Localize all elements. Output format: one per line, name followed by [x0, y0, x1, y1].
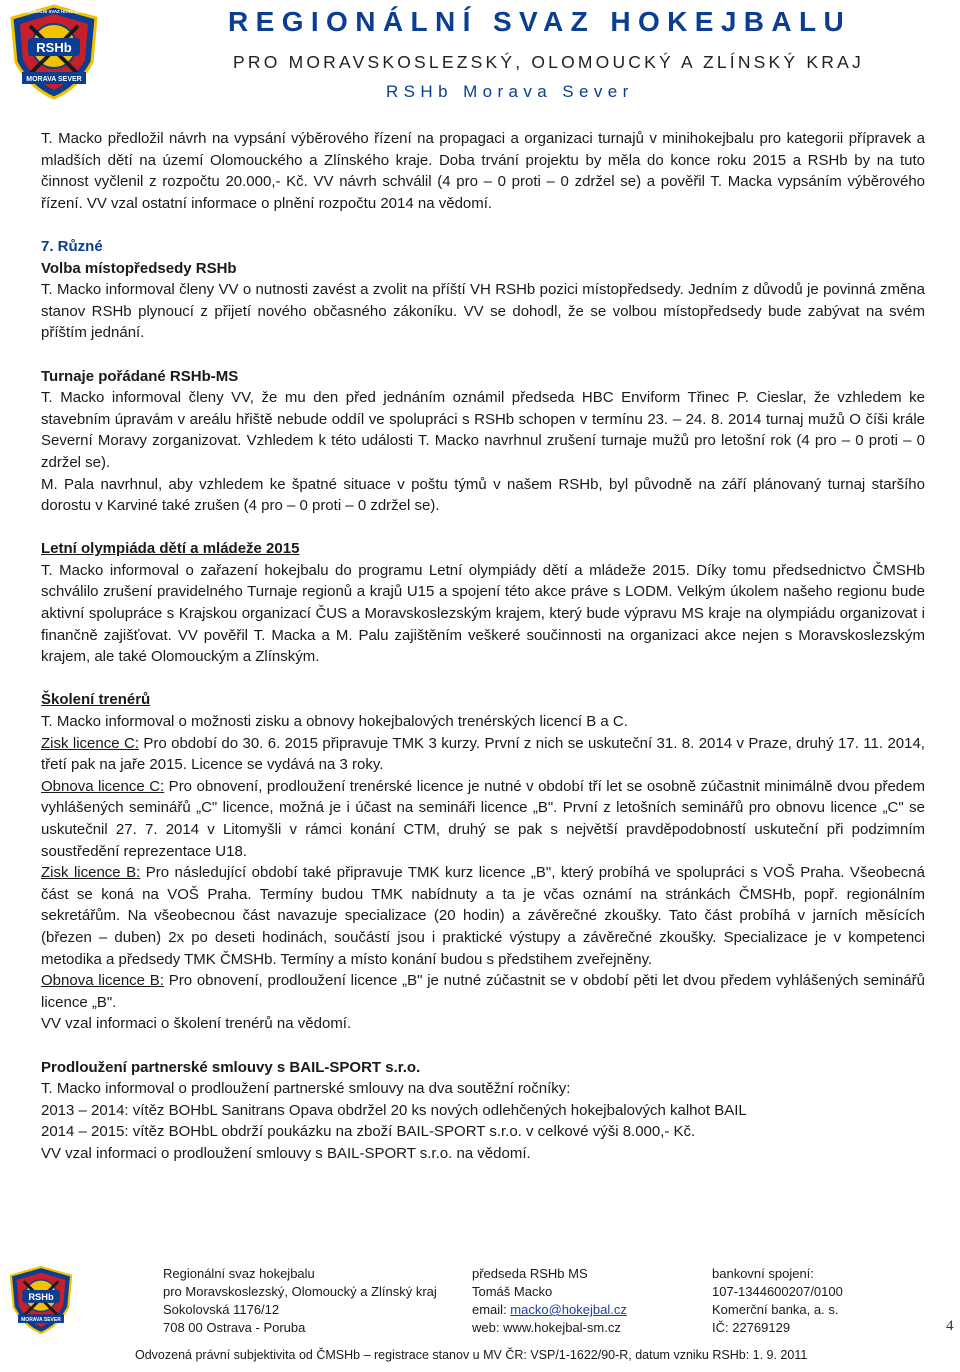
footer-contact	[472, 1265, 627, 1337]
footer-address-line: 708 00 Ostrava - Poruba	[163, 1320, 306, 1335]
logo-ribbon-text: MORAVA SEVER	[26, 76, 82, 83]
footer-logo-ribbon-text: MORAVA SEVER	[21, 1316, 61, 1323]
footer-bank	[712, 1265, 843, 1337]
paragraph-obnova-c	[41, 776, 925, 862]
footer-legal-note: Odvozená právní subjektivita od ČMSHb – registrace stanov u MV ČR: VSP/1-1622/90-R, datum vzniku RSHb: 1. 9. 2011	[135, 1348, 808, 1362]
paragraph-obnova-b	[41, 970, 925, 1013]
footer-contact-name: Tomáš Macko	[472, 1284, 553, 1299]
subheading-volba: Volba místopředsedy RSHb	[41, 259, 237, 277]
intro-paragraph: T. Macko předložil návrh na vypsání výběrového řízení na propagaci a organizaci turnajů v minihokejbalu pro kategorii přípravek a mladších dětí na území Olomouckého a Zlínského kraje. Doba trvání projektu by měla do konce roku 2015 a RSHb by na tuto činnost vyčlenil z rozpočtu 20.000,- Kč. VV návrh schválil (4 pro – 0 proti – 0 zdržel se) a pověřil T. Macka vypsáním výběrového řízení. VV vzal ostatní informace o plnění rozpočtu 2014 na vědomí.	[41, 130, 925, 212]
header-title: REGIONÁLNÍ SVAZ HOKEJBALU	[228, 6, 852, 37]
label-zisk-b: Zisk licence B:	[41, 864, 141, 882]
footer-address-line: Sokolovská 1176/12	[163, 1302, 280, 1317]
subheading-smlouva: Prodloužení partnerské smlouvy s BAIL-SPORT s.r.o.	[41, 1058, 421, 1076]
footer-contact-web: web: www.hokejbal-sm.cz	[472, 1320, 621, 1335]
logo-center-text: RSHb	[36, 40, 72, 55]
header-subtitle: PRO MORAVSKOSLEZSKÝ, OLOMOUCKÝ A ZLÍNSKÝ KRAJ	[233, 52, 864, 72]
footer-email-link[interactable]: macko@hokejbal.cz	[510, 1302, 627, 1317]
paragraph-olympiada: T. Macko informoval o zařazení hokejbalu do programu Letní olympiády dětí a mládeže 2015. Díky tomu předsednictvo ČMSHb schválilo zrušení pravidelného Turnaje regionů a krajů U15 a spojení této akce práve s LODM. Velkým úkolem našeho regionu bude aktivní spolupráce s Krajskou organizací ČUS a Moravskoslezským krajem, který bude výpravu MS kraje na olympiádu organizovat i finančně zajišťovat. VV pověřil T. Macka a M. Palu zajištěním veškeré součinnosti na organizaci akce nejen s Moravskoslezským krajem, ale také Olomouckým a Zlínským.	[41, 561, 925, 666]
footer-email-label: email:	[472, 1302, 511, 1317]
footer-address-line: pro Moravskoslezský, Olomoucký a Zlínský kraj	[163, 1284, 437, 1299]
paragraph-turnaje-2: M. Pala navrhnul, aby vzhledem ke špatné situace v poštu týmů v našem RSHb, byl původně na září plánovaný turnaj staršího dorostu v Karviné také zrušen (4 pro – 0 proti – 0 zdržel se).	[41, 475, 925, 515]
label-obnova-b: Obnova licence B:	[41, 972, 164, 990]
footer-logo	[8, 1264, 74, 1336]
footer-logo-center-text: RSHb	[28, 1292, 54, 1302]
text-zisk-b: Pro následující období také připravuje TMK kurz licence „B", který probíhá ve spolupráci s VOŠ Praha. Všeobecná část se koná na VOŠ Praha. Termíny budou TMK nabídnuty a ta je včas oznámí na stránkách ČMSHb, popř. regionálním sekretářům. Na všeobecnou část navazuje specializace (20 hodin) a závěrečné zkoušky. Tato část probíhá v jarních měsících (březen – duben) 2x po deseti hodinách, součástí jsou i praktické výstupy a závěrečné zkoušky. Specializace je v kompetenci metodika a předsedy TMK ČMSHb. Termíny a místo konání budou s předstihem zveřejněny.	[41, 864, 925, 968]
paragraph-turnaje-1: T. Macko informoval členy VV, že mu den před jednáním oznámil předseda HBC Enviform Třinec P. Cieslar, že vzhledem ke stavebním úpravám v areálu hřiště nebude oddíl ve spolupráci s RSHb schopen v termínu 23. – 24. 8. 2014 turnaj mužů O číši krále Severní Moravy zorganizovat. Vzhledem k této události T. Macko navrhnul zrušení turnaje mužů pro letošní rok (4 pro – 0 proti – 0 zdržel se).	[41, 389, 925, 471]
footer-contact-role: předseda RSHb MS	[472, 1266, 588, 1281]
text-obnova-b: Pro obnovení, prodloužení licence „B" je nutné zúčastnit se v období pěti let dvou předem vyhlášených seminářů licence „B".	[41, 972, 925, 1011]
paragraph-smlouva-close: VV vzal informaci o prodloužení smlouvy s BAIL-SPORT s.r.o. na vědomí.	[41, 1144, 531, 1162]
page-number: 4	[946, 1318, 954, 1334]
label-zisk-c: Zisk licence C:	[41, 734, 139, 752]
footer-contact-email-row	[472, 1301, 627, 1319]
text-obnova-c: Pro obnovení, prodloužení trenérské licence je nutné v období tří let se osobně zúčastnit minimálně dvou předem vyhlášených seminářů „C" licence, možná je i účast na semináři licence „B". První z letošních seminářů pro obnovu licence „C" se uskutečnil 27. 7. 2014 v Litomyšli v rámci konání CTM, druhý se pak s největší pravděpodobností uskuteční při podzimním soustředění reprezentace U18.	[41, 777, 925, 860]
paragraph-skoleni-intro: T. Macko informoval o možnosti zisku a obnovy hokejbalových trenérských licencí B a C.	[41, 713, 628, 731]
paragraph-smlouva-line1: 2013 – 2014: vítěz BOHbL Sanitrans Opava obdržel 20 ks nových odlehčených hokejbalových kalhot BAIL	[41, 1101, 747, 1119]
paragraph-smlouva-line2: 2014 – 2015: vítěz BOHbL obdrží poukázku na zboží BAIL-SPORT s.r.o. v celkové výši 8.000,- Kč.	[41, 1123, 696, 1141]
footer-address	[163, 1265, 437, 1337]
footer-bank-line: IČ: 22769129	[712, 1320, 791, 1335]
footer-address-line: Regionální svaz hokejbalu	[163, 1266, 315, 1281]
rshb-logo	[8, 4, 100, 100]
document-body	[41, 128, 925, 1165]
paragraph-zisk-b	[41, 862, 925, 970]
paragraph-smlouva-intro: T. Macko informoval o prodloužení partnerské smlouvy na dva soutěžní ročníky:	[41, 1080, 571, 1098]
footer-bank-line: 107-1344600207/0100	[712, 1284, 843, 1299]
text-zisk-c: Pro období do 30. 6. 2015 připravuje TMK 3 kurzy. První z nich se uskuteční 31. 8. 2014 v Praze, druhý 17. 11. 2014, třetí pak na jaře 2015. Licence se vydává na 3 roky.	[41, 734, 925, 774]
header-tagline: RSHb Morava Sever	[386, 82, 634, 101]
footer-bank-line: Komerční banka, a. s.	[712, 1302, 839, 1317]
subheading-skoleni: Školení trenérů	[41, 691, 151, 709]
paragraph-zisk-c	[41, 733, 925, 776]
paragraph-skoleni-close: VV vzal informaci o školení trenérů na vědomí.	[41, 1015, 352, 1033]
paragraph-volba: T. Macko informoval členy VV o nutnosti zavést a zvolit na příští VH RSHb pozici místopředsedy. Jedním z důvodů je povinná změna stanov RSHb plynoucí z přijetí nového občasného zákoníku. VV se dohodl, že se volbou místopředsedy bude zabývat na svém příštím jednání.	[41, 281, 925, 342]
footer-bank-line: bankovní spojení:	[712, 1266, 814, 1281]
subheading-olympiada: Letní olympiáda dětí a mládeže 2015	[41, 540, 300, 558]
section-heading-ruzne: 7. Různé	[41, 237, 103, 255]
subheading-turnaje: Turnaje pořádané RSHb-MS	[41, 367, 239, 385]
logo-top-text: REGIONÁLNÍ SVAZ HOKEJBALU	[20, 9, 88, 14]
label-obnova-c: Obnova licence C:	[41, 777, 165, 795]
